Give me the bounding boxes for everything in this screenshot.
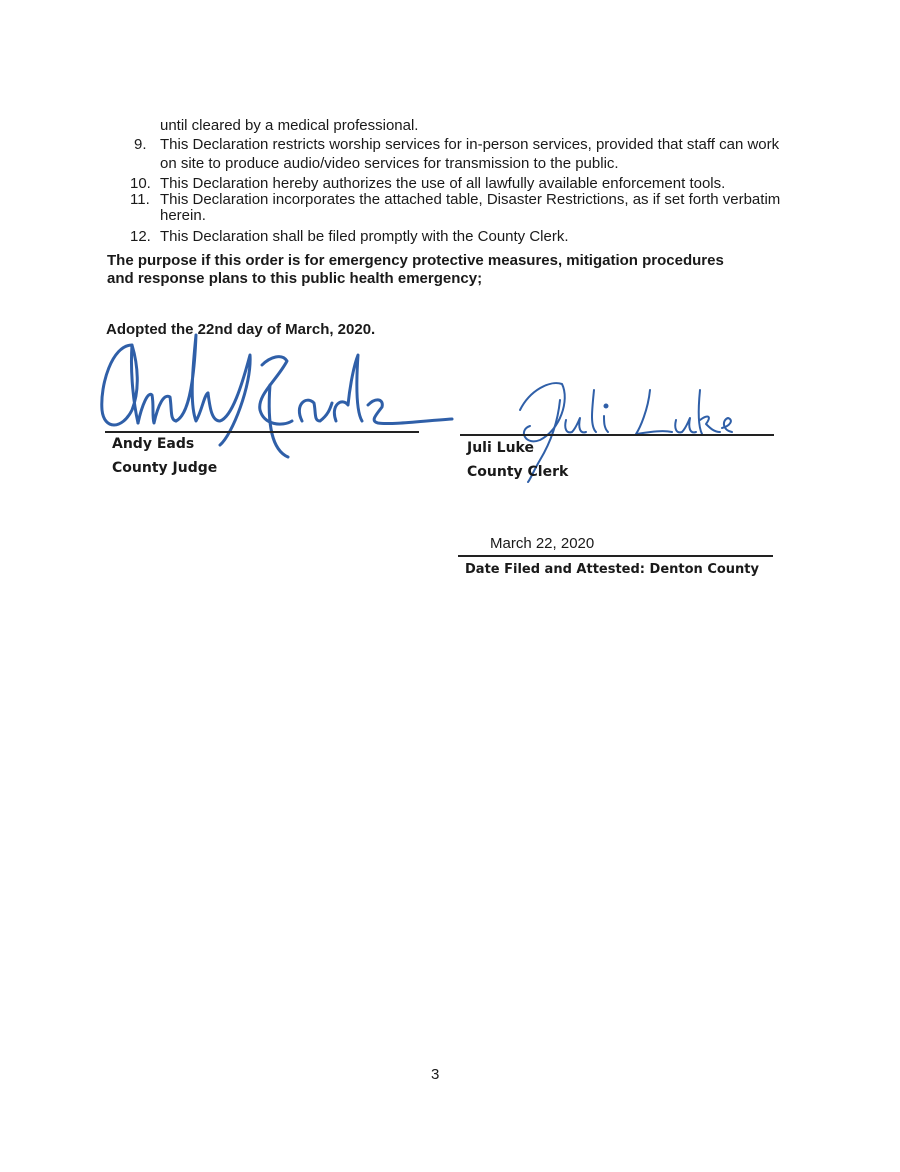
judge-name: Andy Eads — [112, 436, 195, 452]
list-item-text: This Declaration shall be filed promptly with the County Clerk. — [160, 228, 569, 245]
list-item-number: 11. — [130, 191, 150, 208]
list-continuation: until cleared by a medical professional. — [160, 117, 419, 134]
list-item-number: 9. — [134, 136, 147, 153]
list-item-number: 12. — [130, 228, 151, 245]
clerk-title: County Clerk — [467, 464, 569, 480]
list-item-text: on site to produce audio/video services for transmission to the public. — [160, 155, 619, 172]
list-item-text: This Declaration hereby authorizes the use of all lawfully available enforcement tools. — [160, 175, 726, 192]
list-item-text: This Declaration incorporates the attached table, Disaster Restrictions, as if set forth verbatim — [160, 191, 781, 208]
purpose-line: and response plans to this public health emergency; — [107, 270, 483, 287]
list-item-text: herein. — [160, 207, 206, 224]
list-item-text: This Declaration restricts worship services for in-person services, provided that staff can work — [160, 136, 780, 153]
filed-date-line — [458, 555, 773, 557]
judge-title: County Judge — [112, 460, 218, 476]
filed-label: Date Filed and Attested: Denton County — [465, 562, 759, 577]
filed-date: March 22, 2020 — [490, 535, 595, 552]
page-number: 3 — [431, 1066, 440, 1083]
clerk-name: Juli Luke — [467, 440, 534, 456]
list-item-number: 10. — [130, 175, 151, 192]
adopted-statement: Adopted the 22nd day of March, 2020. — [106, 321, 376, 338]
purpose-line: The purpose if this order is for emergency protective measures, mitigation procedures — [107, 252, 724, 269]
